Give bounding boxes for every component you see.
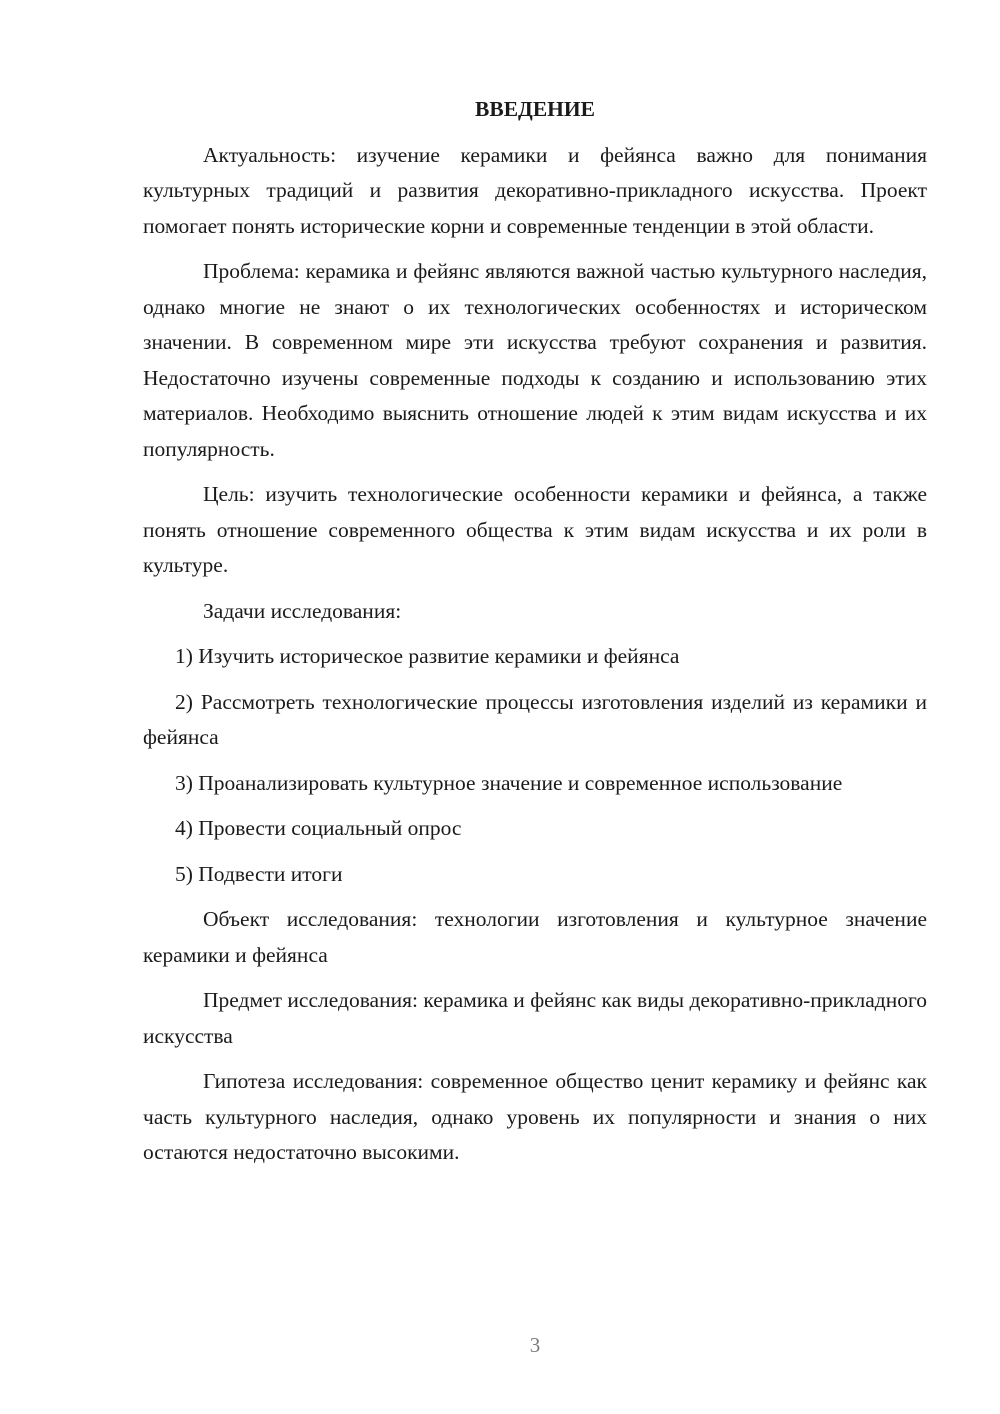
paragraph-goal: Цель: изучить технологические особенности керамики и фейянса, а также понять отношение современного общества к этим видам искусства и их роли в культуре. (143, 482, 927, 577)
task-item-5: 5) Подвести итоги (175, 861, 343, 886)
task-item-3: 3) Проанализировать культурное значение и современное использование (175, 770, 843, 795)
task-item-2: 2) Рассмотреть технологические процессы изготовления изделий из керамики и фейянса (143, 689, 927, 749)
paragraph-problem: Проблема: керамика и фейянс являются важной частью культурного наследия, однако многие не знают о их технологических особенностях и историческом значении. В современном мире эти искусства требуют сохранения и развития. Недостаточно изучены современные подходы к созданию и использованию этих материалов. Необходимо выяснить отношение людей к этим видам искусства и их популярность. (143, 259, 927, 461)
page-number: 3 (529, 1333, 541, 1357)
page-title: ВВЕДЕНИЕ (475, 97, 595, 121)
paragraph-object: Объект исследования: технологии изготовления и культурное значение керамики и фейянса (143, 907, 927, 967)
document-page (143, 92, 927, 1181)
task-item-4: 4) Провести социальный опрос (175, 816, 462, 840)
paragraph-relevance: Актуальность: изучение керамики и фейянса важно для понимания культурных традиций и развития декоративно-прикладного искусства. Проект помогает понять исторические корни и современные тенденции в этой области. (143, 142, 927, 238)
paragraph-subject: Предмет исследования: керамика и фейянс как виды декоративно-прикладного искусства (143, 988, 927, 1048)
paragraph-hypothesis: Гипотеза исследования: современное общество ценит керамику и фейянс как часть культурного наследия, однако уровень их популярности и знания о них остаются недостаточно высокими. (143, 1069, 927, 1164)
tasks-heading: Задачи исследования: (203, 598, 402, 623)
task-item-1: 1) Изучить историческое развитие керамики и фейянса (175, 644, 680, 668)
